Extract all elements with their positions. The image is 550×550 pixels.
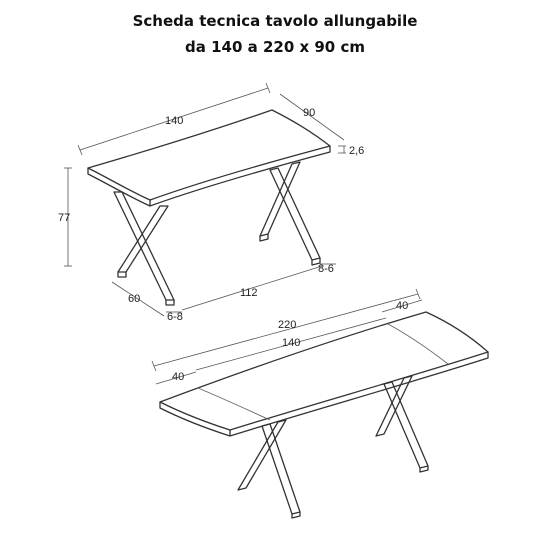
seam-right [388,324,448,364]
label-length: 140 [165,115,184,127]
label-extension-left: 40 [172,371,185,383]
dim-tick [78,145,82,155]
label-leg-spacing: 112 [240,287,258,299]
label-base-length: 140 [282,337,301,349]
label-leg-depth: 60 [128,293,141,305]
label-depth: 90 [303,107,316,119]
label-extension-right: 40 [396,300,409,312]
dim-tick [266,83,270,93]
title-line-1: Scheda tecnica tavolo allungabile [132,12,418,30]
label-thickness: 2,6 [349,145,365,157]
label-height: 77 [58,212,71,224]
label-leg-section-front: 6-8 [167,311,183,323]
table-extended [152,289,488,518]
closed-leg-back [260,162,320,265]
table-closed [58,83,364,323]
label-total-length: 220 [278,319,297,331]
extended-leg-left [238,420,300,518]
closed-leg-front [114,192,174,305]
title-line-2: da 140 a 220 x 90 cm [184,38,365,56]
label-leg-section-back: 8-6 [318,263,334,275]
extended-top-surface [160,312,488,430]
seam-left [198,388,270,420]
